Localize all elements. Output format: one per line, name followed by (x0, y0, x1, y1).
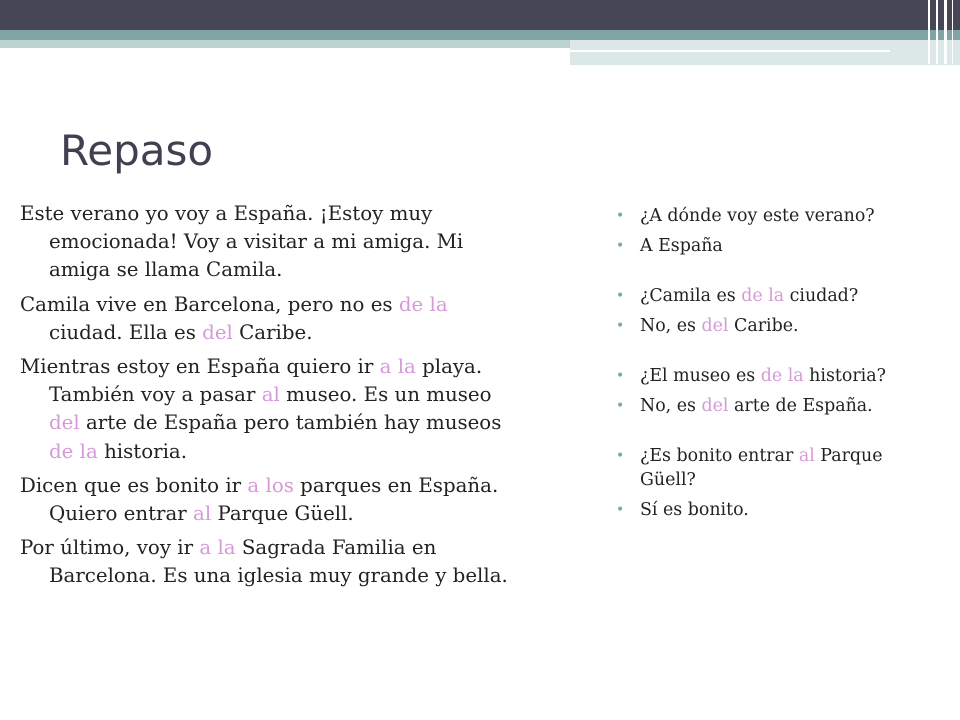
accent-band (0, 30, 960, 40)
list-item (616, 314, 916, 338)
story-paragraph (20, 472, 526, 528)
highlighted-phrase: de la (398, 292, 448, 316)
text-run: Caribe. (728, 316, 799, 336)
text-run: Dicen que es bonito ir (20, 473, 248, 497)
bullet-icon: • (616, 238, 625, 254)
list-item (616, 394, 916, 418)
bullet-icon: • (616, 208, 625, 224)
story-paragraph (20, 534, 526, 590)
text-run: Parque Güell? (640, 446, 883, 490)
bullet-icon: • (616, 398, 625, 414)
text-run: Sagrada Familia en Barcelona. Es una iglesia muy grande y bella. (49, 536, 508, 588)
bullet-icon: • (616, 318, 625, 334)
text-run: parques en España. Quiero entrar (49, 473, 499, 526)
text-run: ciudad? (784, 286, 859, 306)
bullet-icon: • (616, 502, 625, 518)
text-run: Caribe. (232, 320, 313, 344)
slide-title: Repaso (60, 126, 214, 175)
decor-vline (928, 0, 930, 64)
list-item (616, 364, 916, 388)
text-run: historia? (803, 366, 886, 386)
highlighted-phrase: del (202, 320, 233, 344)
text-run: No, es (640, 396, 702, 416)
list-item (616, 284, 916, 308)
question-list (616, 204, 916, 528)
text-run: ¿Camila es (640, 286, 742, 306)
text-run: Este verano yo voy a España. ¡Estoy muy emocionada! Voy a visitar a mi amiga. Mi amiga se llama Camila. (20, 202, 464, 282)
decor-vline (936, 0, 938, 64)
pale-accent-band (570, 40, 960, 65)
text-run: Sí es bonito. (640, 500, 749, 520)
story-paragraph (20, 291, 526, 347)
highlighted-phrase: a la (199, 536, 236, 560)
highlighted-phrase: del (49, 411, 80, 435)
light-accent-band (0, 40, 570, 48)
text-run: museo. Es un museo (279, 383, 492, 407)
text-run: Por último, voy ir (20, 536, 200, 560)
white-rule (570, 50, 890, 52)
text-run: ¿A dónde voy este verano? (640, 206, 875, 226)
highlighted-phrase: a la (379, 355, 416, 379)
text-run: Camila vive en Barcelona, pero no es (20, 292, 399, 316)
highlighted-phrase: de la (760, 366, 804, 386)
text-run: playa. También voy a pasar (49, 355, 483, 407)
highlighted-phrase: del (701, 396, 729, 416)
list-item (616, 444, 916, 492)
list-item (616, 234, 916, 258)
bullet-icon: • (616, 368, 625, 384)
story-text (20, 200, 526, 597)
highlighted-phrase: al (261, 383, 280, 407)
text-run: A España (640, 236, 723, 256)
bullet-icon: • (616, 448, 625, 464)
list-item (616, 498, 916, 522)
text-run: ¿El museo es (640, 366, 761, 386)
decor-vline (952, 0, 953, 64)
highlighted-phrase: al (798, 446, 815, 466)
highlighted-phrase: a los (247, 473, 294, 497)
story-paragraph (20, 353, 526, 466)
story-paragraph (20, 200, 526, 285)
highlighted-phrase: de la (741, 286, 785, 306)
text-run: ciudad. Ella es (49, 320, 203, 344)
highlighted-phrase: de la (49, 439, 98, 463)
text-run: ¿Es bonito entrar (640, 446, 799, 466)
text-run: historia. (97, 439, 188, 463)
text-run: Mientras estoy en España quiero ir (20, 355, 380, 379)
text-run: arte de España. (728, 396, 873, 416)
text-run: Parque Güell. (211, 502, 354, 526)
text-run: arte de España pero también hay museos (79, 411, 502, 435)
highlighted-phrase: al (193, 502, 212, 526)
text-run: No, es (640, 316, 702, 336)
highlighted-phrase: del (701, 316, 729, 336)
list-item (616, 204, 916, 228)
decor-vline (944, 0, 947, 64)
bullet-icon: • (616, 288, 625, 304)
top-dark-bar (0, 0, 960, 30)
